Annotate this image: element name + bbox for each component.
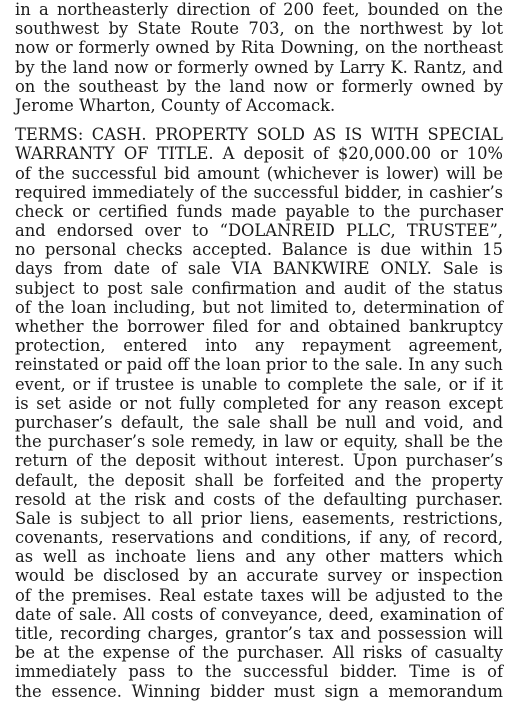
- text-line: is set aside or not fully completed for any reason except: [15, 393, 503, 413]
- text-line: would be disclosed by an accurate survey or inspection: [15, 566, 503, 586]
- text-line: of the successful bid amount (whichever is lower) will be: [15, 163, 503, 183]
- paragraph-gap: [15, 115, 503, 125]
- text-line: Jerome Wharton, County of Accomack.: [15, 95, 336, 115]
- text-line: as well as inchoate liens and any other matters which: [15, 547, 503, 567]
- legal-notice: [15, 0, 503, 701]
- text-line: immediately pass to the successful bidder. Time is of: [15, 662, 503, 682]
- text-line: resold at the risk and costs of the defaulting purchaser.: [15, 489, 503, 509]
- text-line: check or certified funds made payable to the purchaser: [15, 201, 503, 221]
- text-line: on the southeast by the land now or formerly owned by: [15, 76, 503, 96]
- text-line: days from date of sale VIA BANKWIRE ONLY. Sale is: [15, 259, 503, 279]
- text-line: Sale is subject to all prior liens, easements, restrictions,: [15, 508, 503, 528]
- text-line: whether the borrower filed for and obtained bankruptcy: [15, 317, 503, 336]
- text-line: of the loan including, but not limited to, determination of: [15, 297, 503, 317]
- terms-paragraph: [15, 125, 503, 701]
- text-line: in a northeasterly direction of 200 feet, bounded on the: [15, 0, 503, 19]
- text-line: subject to post sale confirmation and audit of the status: [15, 278, 503, 298]
- text-line: date of sale. All costs of conveyance, deed, examination of: [15, 604, 503, 624]
- text-line: protection, entered into any repayment agreement,: [15, 336, 503, 356]
- text-line: reinstated or paid off the loan prior to the sale. In any such: [15, 355, 503, 375]
- text-line: the essence. Winning bidder must sign a memorandum: [15, 681, 503, 701]
- text-line: no personal checks accepted. Balance is due within 15: [15, 240, 503, 260]
- text-line: purchaser’s default, the sale shall be null and void, and: [15, 412, 503, 432]
- text-line: title, recording charges, grantor’s tax and possession will: [15, 624, 503, 643]
- text-line: of the premises. Real estate taxes will be adjusted to the: [15, 585, 503, 605]
- text-line: WARRANTY OF TITLE. A deposit of $20,000.00 or 10%: [15, 144, 503, 164]
- property-description-paragraph: [15, 0, 503, 115]
- text-line: the purchaser’s sole remedy, in law or equity, shall be the: [15, 432, 503, 452]
- text-line: and endorsed over to “DOLANREID PLLC, TRUSTEE”,: [15, 221, 503, 241]
- text-line: now or formerly owned by Rita Downing, on the northeast: [15, 38, 503, 58]
- text-line: southwest by State Route 703, on the northwest by lot: [15, 19, 503, 39]
- text-line: required immediately of the successful bidder, in cashier’s: [15, 182, 503, 202]
- text-line: be at the expense of the purchaser. All risks of casualty: [15, 643, 503, 663]
- text-line: return of the deposit without interest. Upon purchaser’s: [15, 451, 503, 471]
- text-line: by the land now or formerly owned by Larry K. Rantz, and: [15, 57, 503, 77]
- text-line: event, or if trustee is unable to complete the sale, or if it: [15, 374, 503, 394]
- text-line: TERMS: CASH. PROPERTY SOLD AS IS WITH SPECIAL: [15, 125, 503, 145]
- text-line: covenants, reservations and conditions, if any, of record,: [15, 528, 503, 548]
- text-line: default, the deposit shall be forfeited and the property: [15, 470, 503, 490]
